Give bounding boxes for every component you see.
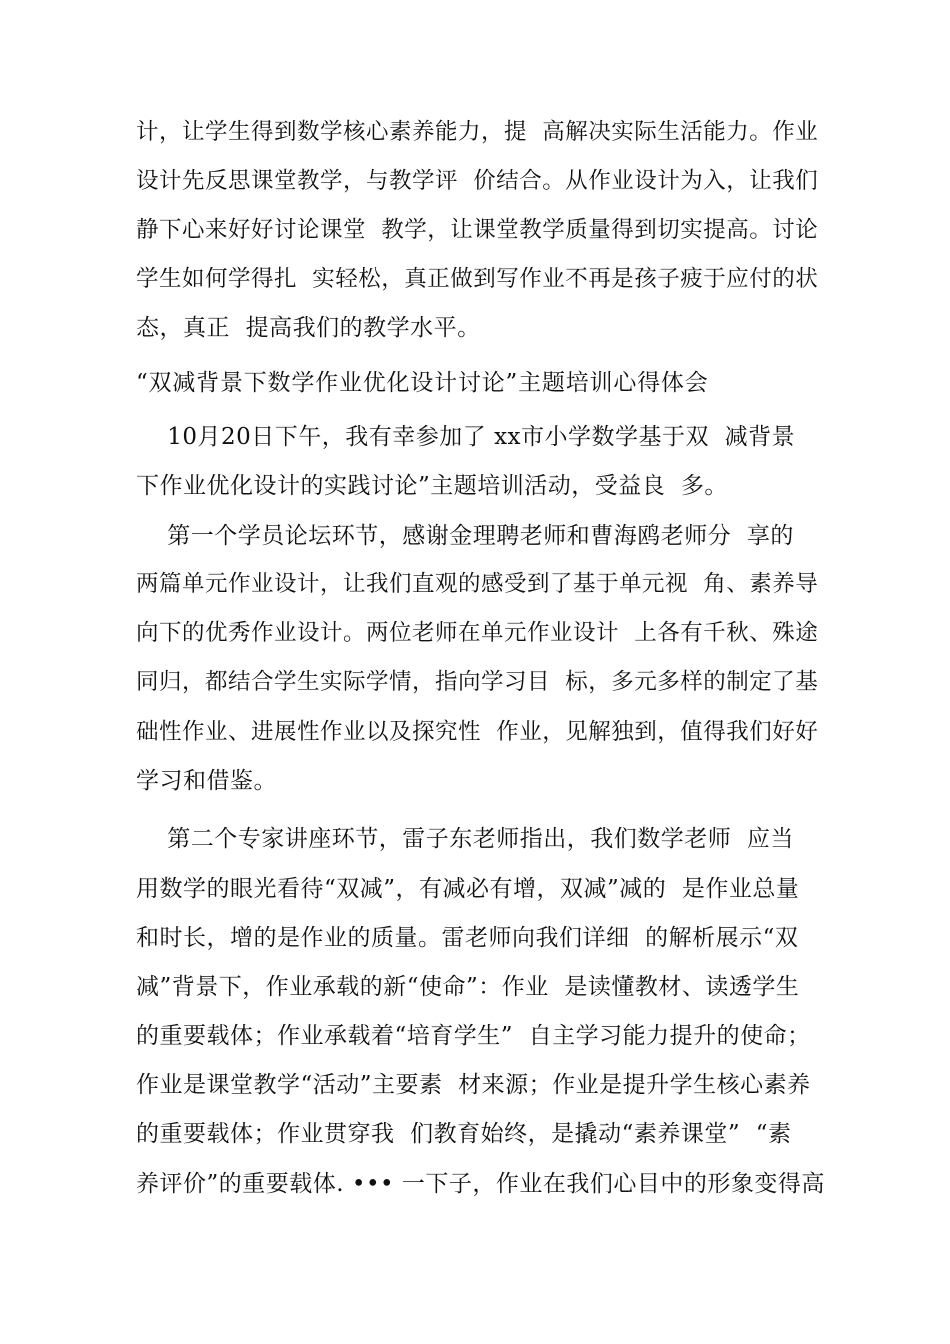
paragraph-line: 减”背景下，作业承载的新“使命”：作业 是读懂教材、读透学生 [136, 974, 800, 1000]
paragraph-line: 下作业优化设计的实践讨论”主题培训活动，受益良 多。 [136, 473, 728, 499]
paragraph-line: 静下心来好好讨论课堂 教学，让课堂教学质量得到切实提高。讨论 [136, 217, 819, 243]
paragraph-line: 计，让学生得到数学核心素养能力，提 高解决实际生活能力。作业 [136, 119, 819, 145]
paragraph-line: 础性作业、进展性作业以及探究性 作业，见解独到，值得我们好好 [136, 719, 819, 745]
paragraph-line: 学生如何学得扎 实轻松，真正做到写作业不再是孩子疲于应付的状 [136, 266, 819, 292]
paragraph-line: 10月20日下午，我有幸参加了 xx市小学数学基于双 减背景 [136, 424, 796, 450]
paragraph-line: 同归，都结合学生实际学情，指向学习目 标，多元多样的制定了基 [136, 669, 819, 695]
paragraph-line: 的重要载体；作业承载着“培育学生” 自主学习能力提升的使命； [136, 1023, 811, 1049]
paragraph-line: 和时长，增的是作业的质量。雷老师向我们详细 的解析展示“双 [136, 925, 799, 951]
paragraph-line: 两篇单元作业设计，让我们直观的感受到了基于单元视 角、素养导 [136, 571, 819, 597]
paragraph-line: 向下的优秀作业设计。两位老师在单元作业设计 上各有千秋、殊途 [136, 620, 819, 646]
section-title: “双减背景下数学作业优化设计讨论”主题培训心得体会 [136, 370, 709, 396]
paragraph-line: 养评价”的重要载体. ••• 一下子，作业在我们心目中的形象变得高 [136, 1171, 825, 1197]
paragraph-line: 第二个专家讲座环节，雷子东老师指出，我们数学老师 应当 [136, 826, 794, 852]
paragraph-line: 用数学的眼光看待“双减”，有减必有增，双减”减的 是作业总量 [136, 876, 800, 902]
paragraph-line: 第一个学员论坛环节，感谢金理聘老师和曹海鸥老师分 享的 [136, 523, 794, 549]
paragraph-line: 态，真正 提高我们的教学水平。 [136, 315, 481, 341]
paragraph-line: 作业是课堂教学“活动”主要素 材来源；作业是提升学生核心素养 [136, 1072, 811, 1098]
paragraph-line: 学习和借鉴。 [136, 768, 277, 794]
paragraph-line: 的重要载体；作业贯穿我 们教育始终，是撬动“素养课堂” “素 [136, 1121, 792, 1147]
paragraph-line: 设计先反思课堂教学，与教学评 价结合。从作业设计为入，让我们 [136, 168, 819, 194]
